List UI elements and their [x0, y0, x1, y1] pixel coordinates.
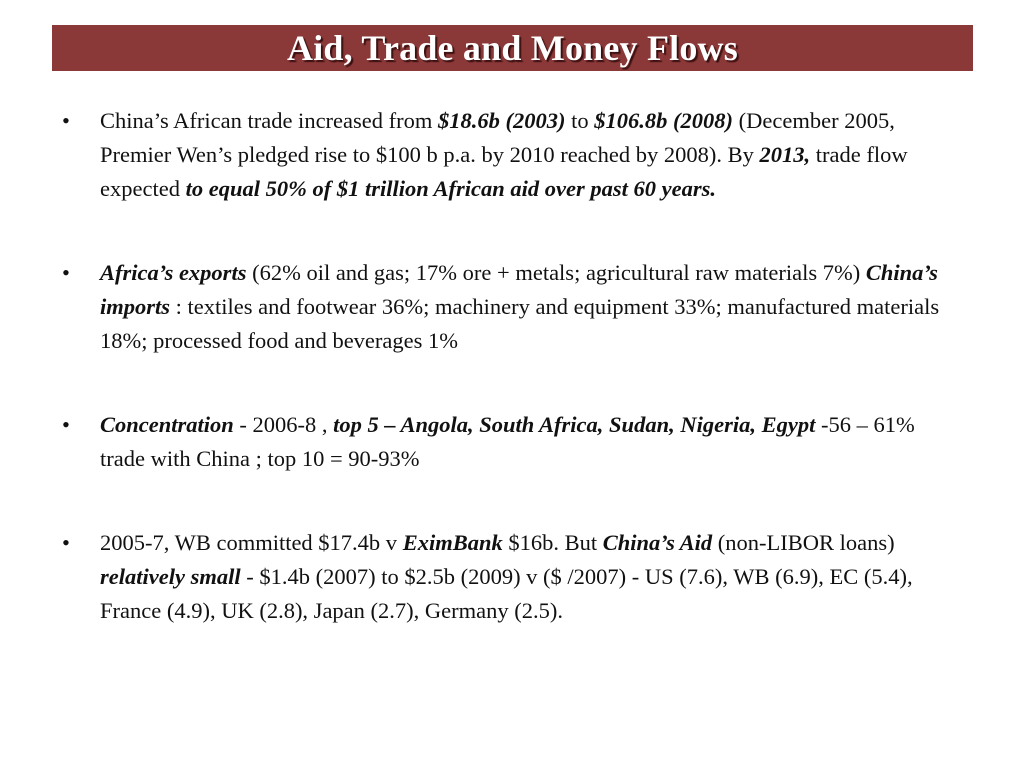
- emphasis: relatively small: [100, 564, 241, 589]
- bullet-icon: •: [62, 412, 70, 437]
- emphasis: Africa’s exports: [100, 260, 247, 285]
- slide-title: Aid, Trade and Money Flows: [287, 28, 738, 68]
- emphasis: Concentration: [100, 412, 234, 437]
- text: (non-LIBOR loans): [712, 530, 895, 555]
- emphasis: to equal 50% of $1 trillion African aid over past 60 years.: [185, 176, 716, 201]
- text: (December 2005, Premier Wen’s pledged rise to $100 b p.a. by 2010 reached by 2008). By: [100, 108, 895, 167]
- bullet-aid-comparison: [62, 526, 962, 628]
- bullet-exports-imports: [62, 256, 962, 358]
- emphasis: EximBank: [402, 530, 503, 555]
- emphasis: 2013,: [759, 142, 811, 167]
- text: trade flow expected: [100, 142, 908, 201]
- text: (62% oil and gas; 17% ore + metals; agricultural raw materials 7%): [246, 260, 866, 285]
- emphasis: $106.8b (2008): [594, 108, 734, 133]
- bullet-icon: •: [62, 108, 70, 133]
- text: 2005-7, WB committed $17.4b v: [100, 530, 403, 555]
- bullet-icon: •: [62, 260, 70, 285]
- text: -56 – 61% trade with China ; top 10 = 90-93%: [100, 412, 915, 471]
- emphasis: $18.6b (2003): [438, 108, 566, 133]
- bullet-icon: •: [62, 530, 70, 555]
- text: : textiles and footwear 36%; machinery and equipment 33%; manufactured materials 18%; processed food and beverages 1%: [100, 294, 940, 353]
- bullet-concentration: [62, 408, 962, 476]
- text: China’s African trade increased from: [100, 108, 438, 133]
- text: to: [565, 108, 595, 133]
- bullet-list: [62, 104, 962, 628]
- title-bar: [52, 25, 973, 71]
- text: $16b. But: [502, 530, 603, 555]
- text: - $1.4b (2007) to $2.5b (2009) v ($ /2007) - US (7.6), WB (6.9), EC (5.4), France (4.9), UK (2.8), Japan (2.7), Germany (2.5).: [100, 564, 913, 623]
- bullet-trade-growth: [62, 104, 962, 206]
- emphasis: China’s Aid: [602, 530, 713, 555]
- text: - 2006-8 ,: [233, 412, 334, 437]
- emphasis: China’s imports: [100, 260, 938, 319]
- emphasis: top 5 – Angola, South Africa, Sudan, Nigeria, Egypt: [333, 412, 816, 437]
